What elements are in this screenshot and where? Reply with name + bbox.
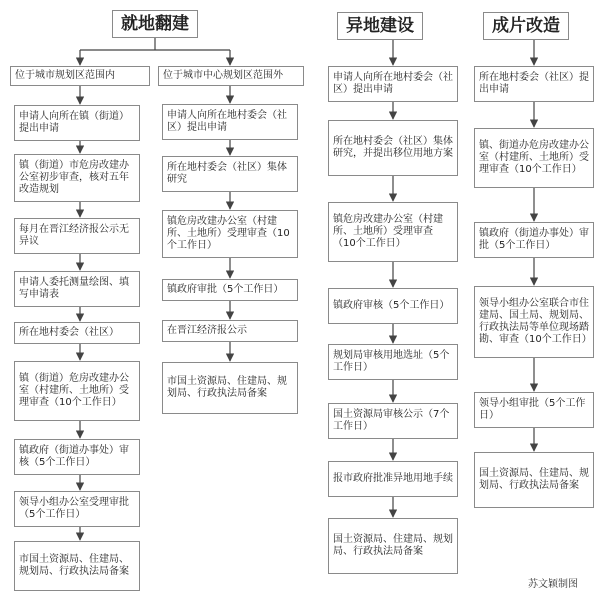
column-title-rebuild-in-place: 就地翻建	[112, 10, 198, 38]
flow-step: 镇、街道办危房改建办公室（村建所、土地所）受理审查（10个工作日）	[474, 128, 594, 188]
flow-step: 所在地村委会（社区）集体研究	[162, 156, 298, 192]
branch-label-within-planning-area: 位于城市规划区范围内	[10, 66, 150, 86]
flow-step: 镇危房改建办公室（村建所、土地所）受理审查（10个工作日）	[328, 202, 458, 262]
flow-step: 所在地村委会（社区）集体研究，并提出移位用地方案	[328, 120, 458, 176]
flow-step: 申请人向所在地村委会（社区）提出申请	[328, 66, 458, 102]
column-title-area-redevelopment: 成片改造	[483, 12, 569, 40]
flow-step: 镇政府（街道办事处）审核（5个工作日）	[14, 439, 140, 475]
flow-step: 所在地村委会（社区）	[14, 322, 140, 344]
flow-step: 镇政府（街道办事处）审批（5个工作日）	[474, 222, 594, 258]
flow-step: 申请人委托测量绘图、填写申请表	[14, 271, 140, 307]
flow-step: 镇（街道）危房改建办公室（村建所、土地所）受理审查（10个工作日）	[14, 361, 140, 421]
flow-step: 国土资源局、住建局、规划局、行政执法局备案	[328, 518, 458, 574]
branch-label-outside-planning-area: 位于城市中心规划区范围外	[158, 66, 304, 86]
flow-step: 领导小组审批（5个工作日）	[474, 392, 594, 428]
flow-step: 申请人向所在地村委会（社区）提出申请	[162, 104, 298, 140]
flow-step: 市国土资源局、住建局、规划局、行政执法局备案	[162, 362, 298, 414]
flow-step: 镇（街道）市危房改建办公室初步审查，核对五年改造规划	[14, 154, 140, 202]
flow-step: 报市政府批准异地用地手续	[328, 461, 458, 497]
flow-step: 国土资源局、住建局、规划局、行政执法局备案	[474, 452, 594, 508]
flow-step: 领导小组办公室联合市住建局、国土局、规划局、行政执法局等单位现场踏勘、审查（10个工作日）	[474, 286, 594, 358]
flow-step: 申请人向所在镇（街道）提出申请	[14, 105, 140, 141]
flow-step: 领导小组办公室受理审批（5个工作日）	[14, 491, 140, 527]
flow-step: 每月在晋江经济报公示无异议	[14, 218, 140, 254]
flow-step: 规划局审核用地选址（5个工作日）	[328, 344, 458, 380]
flow-step: 镇政府审批（5个工作日）	[162, 279, 298, 301]
flow-step: 国土资源局审核公示（7个工作日）	[328, 403, 458, 439]
flow-step: 所在地村委会（社区）提出申请	[474, 66, 594, 102]
column-title-relocated-construction: 异地建设	[337, 12, 423, 40]
flow-step: 镇危房改建办公室（村建所、土地所）受理审查（10个工作日）	[162, 210, 298, 258]
flow-step: 在晋江经济报公示	[162, 320, 298, 342]
credit: 苏文颖制图	[528, 579, 578, 590]
flow-step: 市国土资源局、住建局、规划局、行政执法局备案	[14, 541, 140, 591]
flow-step: 镇政府审核（5个工作日）	[328, 288, 458, 324]
